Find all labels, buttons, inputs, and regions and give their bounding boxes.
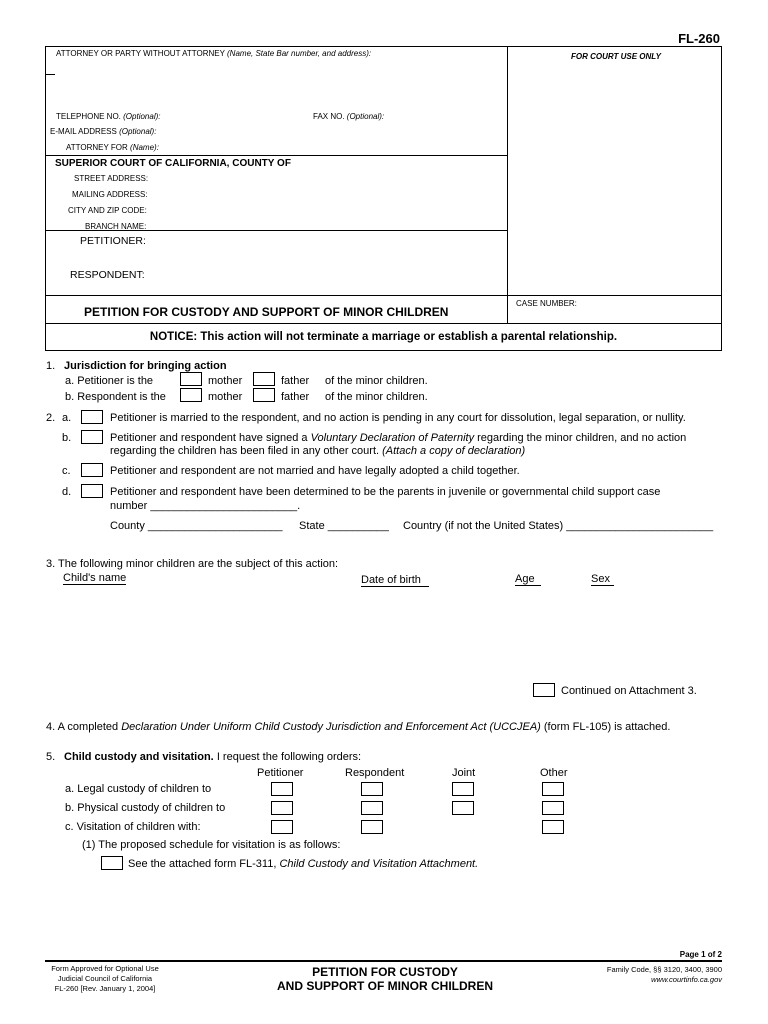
form-title: PETITION FOR CUSTODY AND SUPPORT OF MINOR CHILDREN xyxy=(84,305,449,319)
branch-label: BRANCH NAME: xyxy=(85,222,147,231)
s5-heading: Child custody and visitation. I request the following orders: xyxy=(64,751,362,763)
s2d-county: County ______________________ xyxy=(110,520,283,532)
respondent-label: RESPONDENT: xyxy=(70,269,145,281)
s1-title: Jurisdiction for bringing action xyxy=(64,360,227,372)
mailing-label: MAILING ADDRESS: xyxy=(72,190,148,199)
s1a-tail: of the minor children. xyxy=(325,375,428,387)
s2c-checkbox[interactable] xyxy=(81,463,103,477)
form-id: FL-260 xyxy=(678,31,720,46)
s2c-text: Petitioner and respondent are not married and have legally adopted a child together. xyxy=(110,465,520,477)
s5-col-other: Other xyxy=(540,767,568,779)
s5a-petitioner-checkbox[interactable] xyxy=(271,782,293,796)
s1b-mother-label: mother xyxy=(208,391,243,403)
s2c-letter: c. xyxy=(62,465,71,477)
s2d-text-line2: number ________________________. xyxy=(110,500,301,512)
s3-col-dob: Date of birth xyxy=(361,574,429,587)
s1b-father-label: father xyxy=(281,391,310,403)
s2d-state: State __________ xyxy=(299,520,389,532)
s5b-label: b. Physical custody of children to xyxy=(65,802,226,814)
s2d-letter: d. xyxy=(62,486,72,498)
s2b-text-line2: regarding the children has been filed in any other court. (Attach a copy of declaration) xyxy=(110,445,526,457)
street-label: STREET ADDRESS: xyxy=(74,174,149,183)
attorney-label: ATTORNEY OR PARTY WITHOUT ATTORNEY (Name, State Bar number, and address): xyxy=(56,49,372,58)
telephone-label: TELEPHONE NO. (Optional): xyxy=(56,112,161,121)
s2a-checkbox[interactable] xyxy=(81,410,103,424)
s2-number: 2. xyxy=(46,412,56,424)
s5-col-petitioner: Petitioner xyxy=(257,767,304,779)
s3-col-name: Child's name xyxy=(63,572,127,584)
s2b-text-line1: Petitioner and respondent have signed a Voluntary Declaration of Paternity regarding the minor children, and no action xyxy=(110,432,687,444)
s5b-joint-checkbox[interactable] xyxy=(452,801,474,815)
s5a-joint-checkbox[interactable] xyxy=(452,782,474,796)
s3-continued-checkbox[interactable] xyxy=(533,683,555,697)
court-title: SUPERIOR COURT OF CALIFORNIA, COUNTY OF xyxy=(55,158,291,169)
s2d-checkbox[interactable] xyxy=(81,484,103,498)
s1a-mother-checkbox[interactable] xyxy=(180,372,202,386)
s3-continued-label: Continued on Attachment 3. xyxy=(561,685,697,697)
s5c1-label: (1) The proposed schedule for visitation is as follows: xyxy=(82,839,341,851)
s5c-label: c. Visitation of children with: xyxy=(65,821,201,833)
s5b-respondent-checkbox[interactable] xyxy=(361,801,383,815)
s2d-country: Country (if not the United States) ________________________ xyxy=(403,520,714,532)
s2b-checkbox[interactable] xyxy=(81,430,103,444)
notice-text: NOTICE: This action will not terminate a marriage or establish a parental relationship. xyxy=(149,331,618,343)
s5c-other-checkbox[interactable] xyxy=(542,820,564,834)
s1a-label: a. Petitioner is the xyxy=(65,375,154,387)
footer-left: Form Approved for Optional Use Judicial Council of California FL-260 [Rev. January 1, 2004] xyxy=(51,964,159,993)
header-box xyxy=(45,46,722,324)
s3-col-sex: Sex xyxy=(591,573,614,586)
petitioner-label: PETITIONER: xyxy=(80,235,146,247)
s2a-text: Petitioner is married to the respondent, and no action is pending in any court for dissolution, legal separation, or nullity. xyxy=(110,412,686,424)
fax-label: FAX NO. (Optional): xyxy=(313,112,385,121)
s5c1-see-attached: See the attached form FL-311, Child Custody and Visitation Attachment. xyxy=(128,858,479,870)
s5c1-fl311-checkbox[interactable] xyxy=(101,856,123,870)
s2b-letter: b. xyxy=(62,432,72,444)
s5-col-respondent: Respondent xyxy=(345,767,405,779)
s1a-mother-label: mother xyxy=(208,375,243,387)
s4-text: 4. A completed Declaration Under Uniform Child Custody Jurisdiction and Enforcement Act (UCCJEA) (form FL-105) is attached. xyxy=(46,721,671,733)
s5b-petitioner-checkbox[interactable] xyxy=(271,801,293,815)
s1b-tail: of the minor children. xyxy=(325,391,428,403)
s2d-text-line1: Petitioner and respondent have been determined to be the parents in juvenile or governmental child support case xyxy=(110,486,661,498)
s2a-letter: a. xyxy=(62,412,72,424)
court-use-label: FOR COURT USE ONLY xyxy=(571,52,661,61)
s5a-label: a. Legal custody of children to xyxy=(65,783,212,795)
s5c-respondent-checkbox[interactable] xyxy=(361,820,383,834)
s1a-father-checkbox[interactable] xyxy=(253,372,275,386)
s1b-father-checkbox[interactable] xyxy=(253,388,275,402)
city-label: CITY AND ZIP CODE: xyxy=(68,206,147,215)
s5b-other-checkbox[interactable] xyxy=(542,801,564,815)
s1-number: 1. xyxy=(46,360,56,372)
footer-right: Family Code, §§ 3120, 3400, 3900 www.courtinfo.ca.gov xyxy=(606,965,722,984)
s5a-respondent-checkbox[interactable] xyxy=(361,782,383,796)
case-number-label: CASE NUMBER: xyxy=(516,299,577,308)
attorney-for-label: ATTORNEY FOR (Name): xyxy=(66,143,159,152)
footer-title: PETITION FOR CUSTODY AND SUPPORT OF MINOR CHILDREN xyxy=(277,965,493,993)
s1b-mother-checkbox[interactable] xyxy=(180,388,202,402)
page-number: Page 1 of 2 xyxy=(679,950,722,959)
s5c-petitioner-checkbox[interactable] xyxy=(271,820,293,834)
s5a-other-checkbox[interactable] xyxy=(542,782,564,796)
s5-number: 5. xyxy=(46,751,56,763)
s1b-label: b. Respondent is the xyxy=(65,391,166,403)
s3-col-age: Age xyxy=(515,573,541,586)
s3-text: 3. The following minor children are the subject of this action: xyxy=(46,558,339,570)
email-label: E-MAIL ADDRESS (Optional): xyxy=(50,127,157,136)
s1a-father-label: father xyxy=(281,375,310,387)
s5-col-joint: Joint xyxy=(452,767,476,779)
